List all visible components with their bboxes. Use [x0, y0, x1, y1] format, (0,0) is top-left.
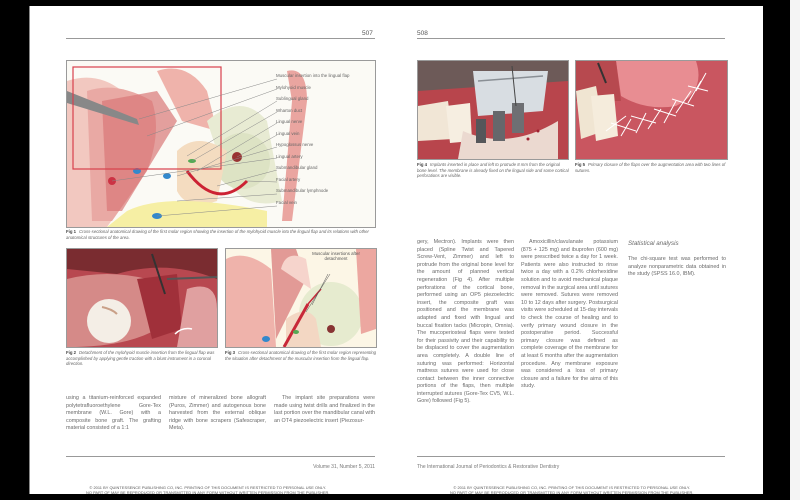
footer-rule — [66, 456, 375, 457]
caption-label: Fig 4 — [417, 162, 428, 167]
label: Submandibular lymphnode — [276, 188, 329, 193]
section-text: The chi-square test was performed to analyze nonparametric data obtained in the study (SPSS 16.0, IBM). — [628, 256, 726, 278]
copyright-notice-left — [86, 485, 330, 495]
figure-1-caption — [66, 229, 376, 240]
label: Muscular insertion into the lingual flap — [276, 73, 350, 78]
caption-label: Fig 5 — [575, 162, 586, 167]
label: Sublingual gland — [276, 96, 309, 101]
body-column-1: gery, Mectron). Implants were then placed (Spline Twist and Tapered Screw-Vent, Zimmer) and left to protrude from the original bone level for the amount of planned vertical regeneration (Fig 4). After multiple perforations of the cortical bone, performed using an OP5 piezoelectric insert, the composite graft was positioned and the membrane was adapted and fixed with lingual and buccal fixation tacks (Micropin, Omnia). The mucoperiosteal flaps were tested for their passivity and their capability to be displaced to cover the augmentation area completely. A double line of suturing was performed: Horizontal mattress sutures were used for close contact between the inner connective portions of the flaps, then multiple interrupted sutures (Gore-Tex CV5, W.L. Gore) followed (Fig 5). — [417, 239, 514, 405]
figure-2-photo — [66, 248, 218, 348]
figure-5-photo — [575, 60, 728, 160]
caption-text: Implants inserted in place and left to protrude 8 mm from the original bone level. The membrane is already fixed on the lingual side and some cortical perforations are visible. — [417, 162, 569, 179]
footer-volume: Volume 31, Number 5, 2011 — [313, 464, 375, 470]
figure-3-anatomical-drawing — [225, 248, 377, 348]
copyright-line-1: © 2011 BY QUINTESSENCE PUBLISHING CO, INC. PRINTING OF THIS DOCUMENT IS RESTRICTED TO PERSONAL USE ONLY. — [453, 485, 691, 490]
copyright-line-1: © 2011 BY QUINTESSENCE PUBLISHING CO, INC. PRINTING OF THIS DOCUMENT IS RESTRICTED TO PERSONAL USE ONLY. — [89, 485, 327, 490]
figure-2-caption — [66, 350, 218, 367]
figure-5-caption — [575, 162, 727, 173]
figure-4-caption — [417, 162, 569, 179]
header-rule — [417, 38, 725, 39]
window-edge — [790, 0, 800, 500]
footer-journal: The International Journal of Periodontics & Restorative Dentistry — [417, 464, 560, 470]
caption-label: Fig 2 — [66, 350, 77, 355]
body-column-2: mixture of mineralized bone allograft (Puros, Zimmer) and autogenous bone harvested from the external oblique ridge with bone scrapers (Safescraper, Meta). — [169, 395, 266, 432]
label: Facial vein — [276, 199, 297, 205]
body-column-2: Amoxicillin/clavulanate potassium (875 + 125 mg) and ibuprofen (600 mg) were prescribed twice a day for 1 week. Patients were also instructed to rinse twice a day with a 0.2% chlorhexidine solution and to avoid mechanical plaque removal in the surgical area until sutures were removed. Sutures were removed 10 to 12 days after surgery. Postsurgical visits were scheduled at 15-day intervals to check the course of healing and to verify primary wound closure in the postoperative period. Successful primary closure was defined as complete coverage of the membrane for at least 6 months after the augmentation procedure. Any membrane exposure was considered a loss of primary closure and a failure for the aims of this study. — [521, 239, 618, 390]
label: Lingual vein — [276, 130, 300, 136]
figure-3-caption — [225, 350, 377, 361]
label: Submandibular gland — [276, 165, 318, 170]
label: Hypoglossus nerve — [276, 142, 314, 147]
caption-text: Cross-sectional anatomical drawing of the first molar region showing the insertion of the mylohyoid muscle into the lingual flap and its relations with other anatomical structures of the area. — [66, 229, 369, 240]
label: Mylohyoid muscle — [276, 84, 311, 90]
footer-rule — [417, 456, 725, 457]
label: Lingual nerve — [276, 119, 303, 124]
caption-label: Fig 3 — [225, 350, 236, 355]
section-heading: Statistical analysis — [628, 240, 679, 247]
page-number: 508 — [417, 30, 428, 37]
header-rule — [66, 38, 375, 39]
caption-text: Primary closure of the flaps over the augmentation area with two lines of sutures. — [575, 162, 726, 173]
figure-3-annotation: Muscular insertions after detachment — [312, 251, 360, 262]
caption-label: Fig 1 — [66, 229, 77, 234]
figure-1-anatomical-drawing — [66, 60, 376, 228]
caption-text: Detachment of the mylohyoid muscle insertion from the lingual flap was accomplished by applying gentle traction with a blunt instrument in a coronal direction. — [66, 350, 215, 367]
figure-4-photo — [417, 60, 569, 160]
label: Wharton duct — [276, 107, 303, 113]
page-number: 507 — [362, 30, 373, 37]
body-column-3: The implant site preparations were made using twist drills and finalized in the last portion over the mandibular canal with an OT4 piezoelectric insert (Piezosur- — [274, 395, 375, 424]
label: Facial artery — [276, 176, 301, 182]
caption-text: Cross-sectional anatomical drawing of the first molar region representing the situation after detachment of the muscular insertion from the lingual flap. — [225, 350, 377, 361]
copyright-line-2: NO PART OF MAY BE REPRODUCED OR TRANSMITTED IN ANY FORM WITHOUT WRITTEN PERMISSION FROM THE PUBLISHER. — [450, 490, 694, 495]
copyright-line-2: NO PART OF MAY BE REPRODUCED OR TRANSMITTED IN ANY FORM WITHOUT WRITTEN PERMISSION FROM THE PUBLISHER. — [86, 490, 330, 495]
label: Lingual artery — [276, 153, 303, 159]
copyright-notice-right — [450, 485, 694, 495]
body-column-1: using a titanium-reinforced expanded polytetrafluoroethylene Gore-Tex membrane (W.L. Gore) with a composite bone graft. The grafting material consisted of a 1:1 — [66, 395, 161, 432]
